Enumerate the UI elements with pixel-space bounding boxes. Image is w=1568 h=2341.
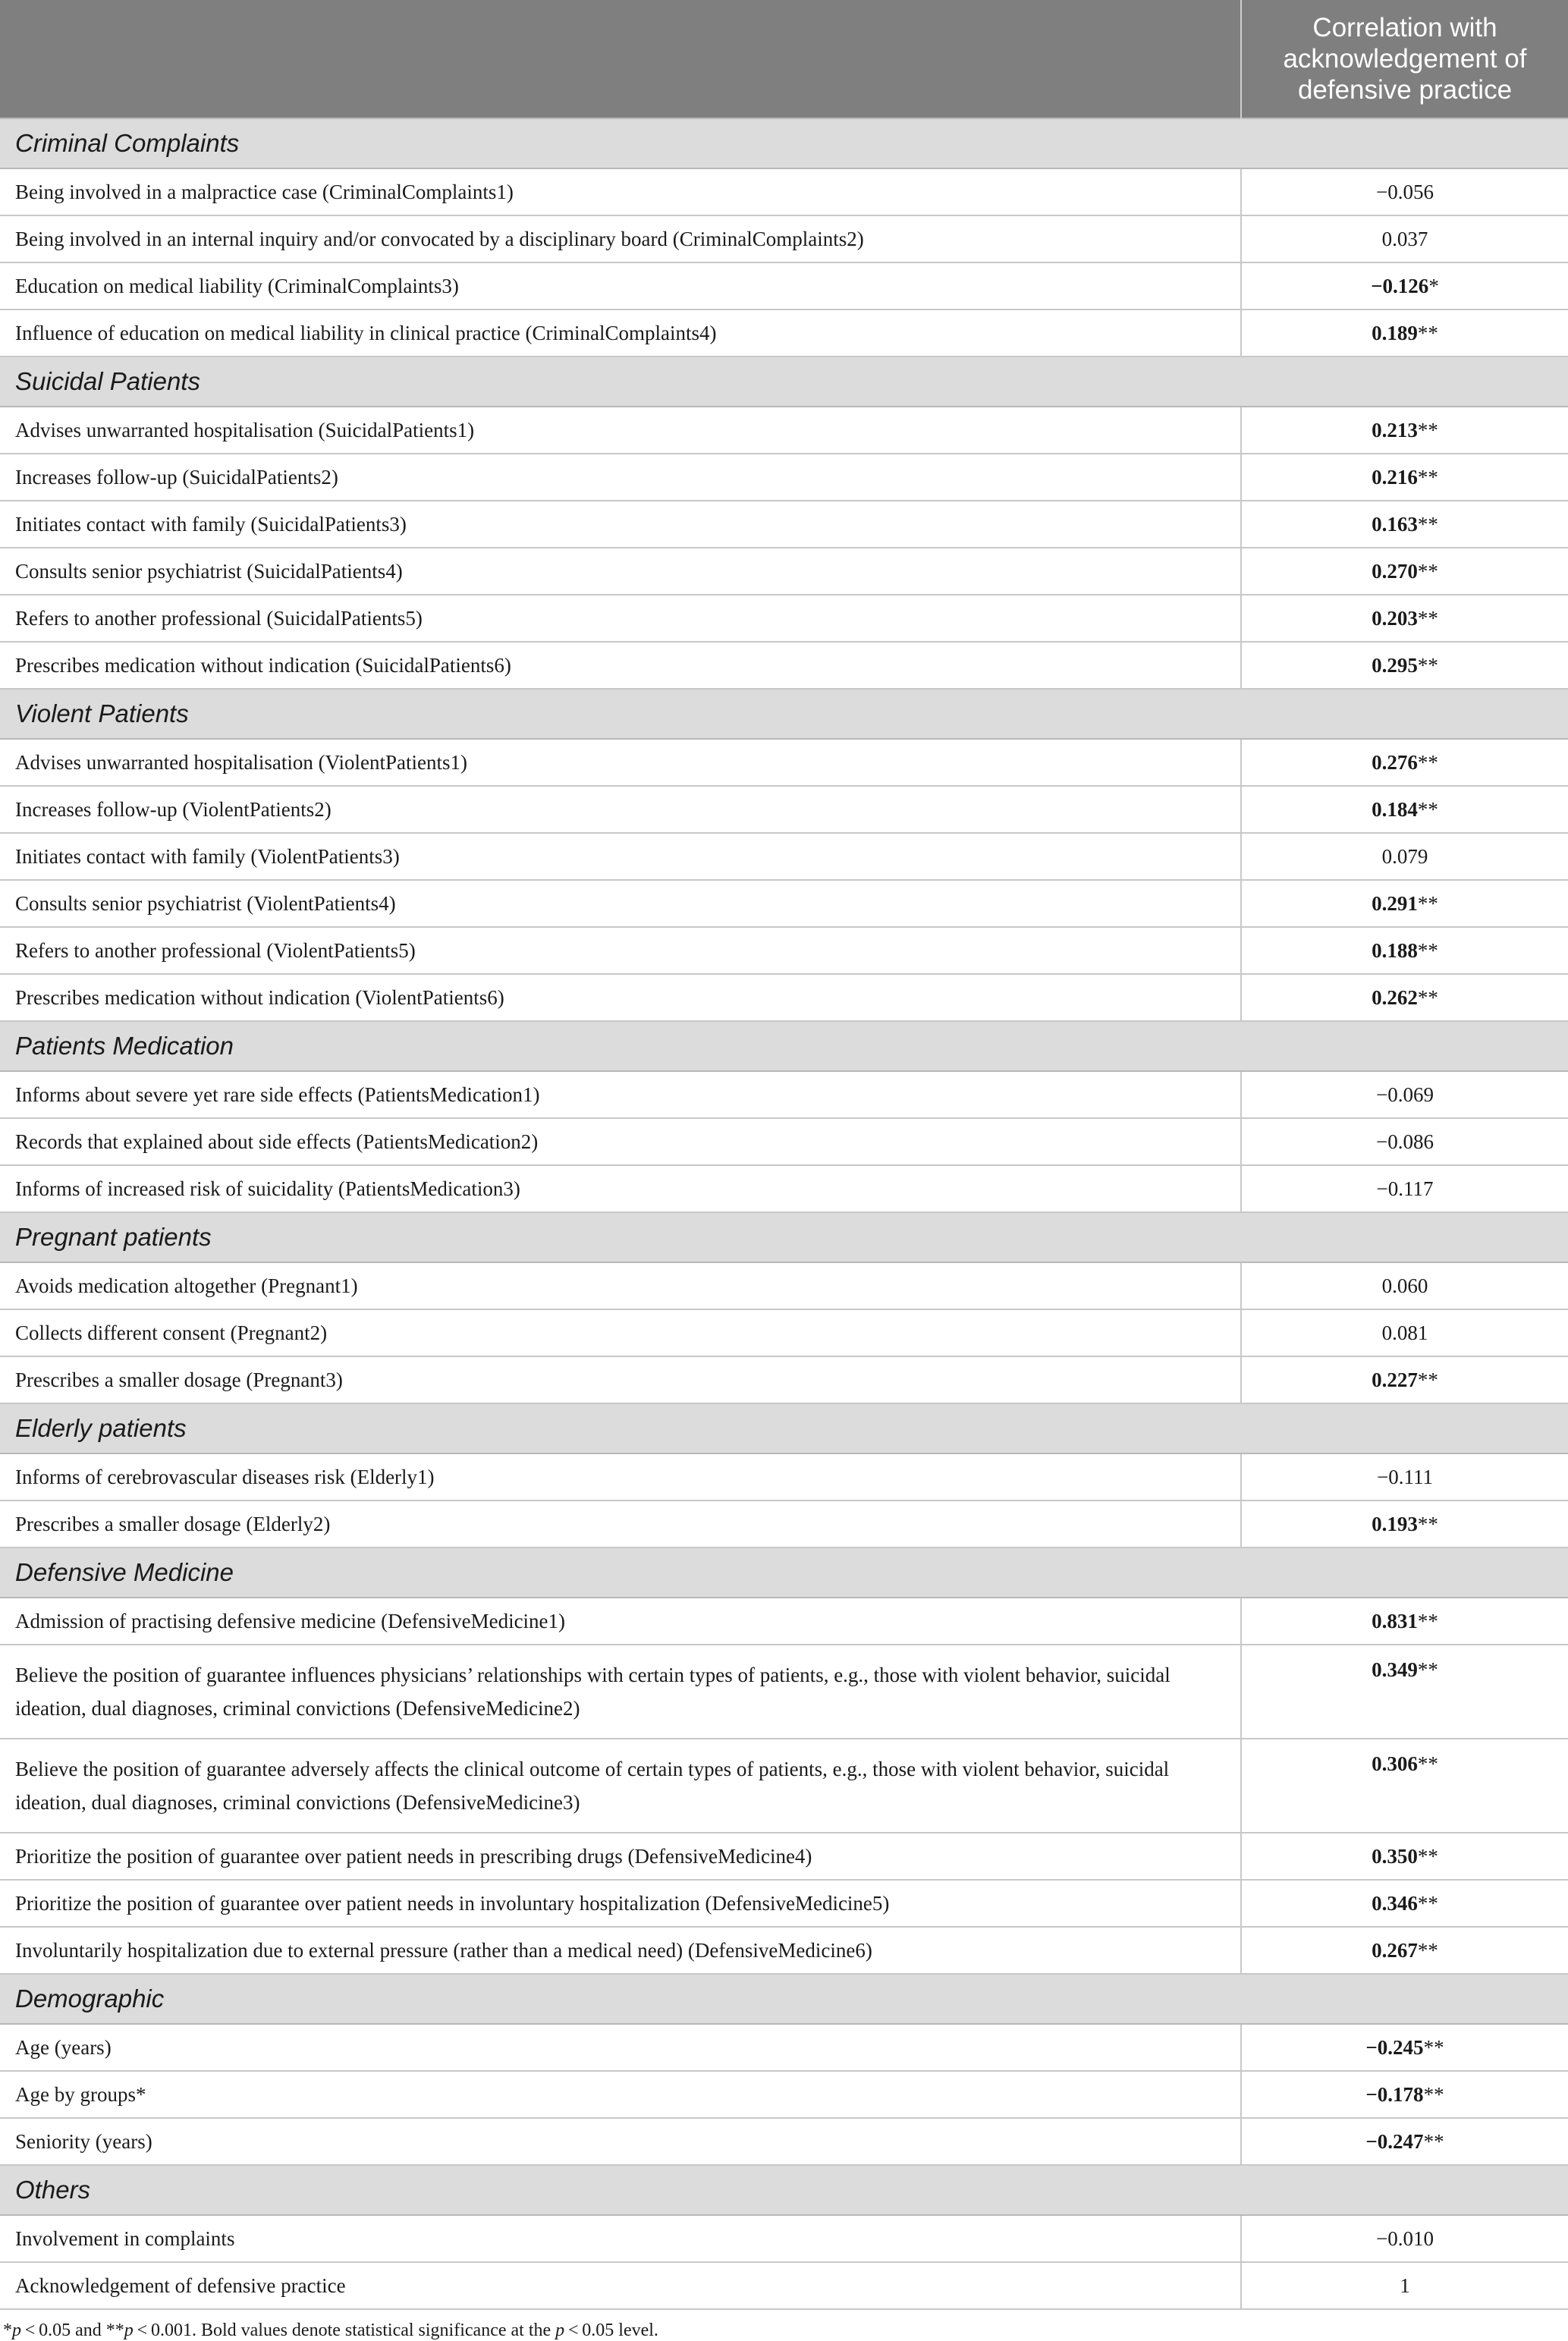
footnote-text: * xyxy=(3,2321,12,2340)
significance-marker: ** xyxy=(1417,751,1438,774)
table-row xyxy=(0,1645,1568,1739)
table-header-row xyxy=(0,0,1568,118)
row-value-cell xyxy=(1241,1118,1568,1165)
table-row xyxy=(0,1833,1568,1880)
significance-marker: ** xyxy=(1417,798,1438,821)
significance-marker: ** xyxy=(1417,1845,1438,1868)
significance-marker: ** xyxy=(1423,2130,1444,2153)
section-title: Pregnant patients xyxy=(0,1212,1568,1262)
significance-marker: ** xyxy=(1417,607,1438,630)
correlation-value: 0.267 xyxy=(1372,1939,1418,1962)
row-value-cell xyxy=(1241,1165,1568,1212)
correlation-value: −0.117 xyxy=(1376,1177,1434,1200)
row-label: Acknowledgement of defensive practice xyxy=(0,2262,1241,2309)
significance-marker: ** xyxy=(1417,1658,1438,1681)
row-value-cell xyxy=(1241,501,1568,548)
table-row xyxy=(0,1356,1568,1403)
significance-marker: ** xyxy=(1423,2036,1444,2059)
row-value-cell xyxy=(1241,927,1568,974)
row-label: Involvement in complaints xyxy=(0,2215,1241,2262)
table-row xyxy=(0,215,1568,262)
table-row xyxy=(0,1165,1568,1212)
row-label: Influence of education on medical liability in clinical practice (CriminalComplaints4) xyxy=(0,310,1241,357)
correlation-value: −0.069 xyxy=(1376,1083,1434,1106)
correlation-value: 0.188 xyxy=(1372,939,1418,962)
row-value-cell xyxy=(1241,407,1568,454)
correlation-value: 0.346 xyxy=(1372,1892,1418,1915)
footnote-text: < 0.05 and ** xyxy=(21,2321,124,2340)
table-row xyxy=(0,2215,1568,2262)
row-label: Informs of cerebrovascular diseases risk (Elderly1) xyxy=(0,1453,1241,1500)
row-label: Advises unwarranted hospitalisation (SuicidalPatients1) xyxy=(0,407,1241,454)
row-label: Records that explained about side effects (PatientsMedication2) xyxy=(0,1118,1241,1165)
row-label: Advises unwarranted hospitalisation (ViolentPatients1) xyxy=(0,739,1241,786)
row-value-cell xyxy=(1241,2071,1568,2118)
significance-marker: ** xyxy=(1417,1939,1438,1962)
correlation-value: 0.079 xyxy=(1381,845,1428,868)
row-value-cell xyxy=(1241,786,1568,833)
correlation-value: 0.350 xyxy=(1372,1845,1418,1868)
row-value-cell xyxy=(1241,739,1568,786)
row-value-cell xyxy=(1241,454,1568,501)
correlation-value: 0.163 xyxy=(1372,513,1418,536)
significance-marker: ** xyxy=(1417,1610,1438,1632)
significance-marker: ** xyxy=(1417,939,1438,962)
section-header-row xyxy=(0,1974,1568,2024)
row-label: Believe the position of guarantee influences physicians’ relationships with certain types of patients, e.g., those with violent behavior, suicidal ideation, dual diagnoses, criminal convictions (DefensiveMedicine2) xyxy=(0,1645,1241,1739)
row-value-cell xyxy=(1241,1880,1568,1927)
row-label: Prescribes medication without indication (SuicidalPatients6) xyxy=(0,642,1241,689)
row-label: Prescribes a smaller dosage (Elderly2) xyxy=(0,1500,1241,1548)
table-row xyxy=(0,642,1568,689)
table-body xyxy=(0,118,1568,2309)
correlation-value: 0.037 xyxy=(1381,228,1428,250)
correlation-value: 0.262 xyxy=(1372,986,1418,1009)
row-value-cell xyxy=(1241,833,1568,880)
table-row xyxy=(0,1927,1568,1974)
row-label: Consults senior psychiatrist (ViolentPatients4) xyxy=(0,880,1241,927)
correlation-value: 0.306 xyxy=(1372,1752,1418,1775)
row-label: Refers to another professional (SuicidalPatients5) xyxy=(0,595,1241,642)
correlation-value: 0.081 xyxy=(1381,1321,1428,1344)
table-row xyxy=(0,1118,1568,1165)
row-label: Initiates contact with family (SuicidalPatients3) xyxy=(0,501,1241,548)
row-value-cell xyxy=(1241,2262,1568,2309)
row-value-cell xyxy=(1241,642,1568,689)
table-row xyxy=(0,2024,1568,2071)
row-value-cell xyxy=(1241,215,1568,262)
table-row xyxy=(0,1071,1568,1118)
table-row xyxy=(0,2262,1568,2309)
section-header-row xyxy=(0,118,1568,168)
row-label: Age by groups* xyxy=(0,2071,1241,2118)
table-row xyxy=(0,2118,1568,2165)
row-value-cell xyxy=(1241,2215,1568,2262)
correlation-value: −0.111 xyxy=(1377,1466,1433,1488)
table-row xyxy=(0,454,1568,501)
correlation-value: 0.227 xyxy=(1372,1368,1418,1391)
correlation-value: −0.126 xyxy=(1371,275,1429,297)
footnote-p: p xyxy=(555,2321,565,2340)
row-value-cell xyxy=(1241,1645,1568,1739)
correlation-value: 0.060 xyxy=(1381,1274,1428,1297)
table-row xyxy=(0,974,1568,1021)
table-row xyxy=(0,1598,1568,1645)
row-label: Involuntarily hospitalization due to external pressure (rather than a medical need) (DefensiveMedicine6) xyxy=(0,1927,1241,1974)
significance-marker: ** xyxy=(1417,892,1438,915)
row-value-cell xyxy=(1241,1262,1568,1309)
correlation-value: 1 xyxy=(1400,2274,1410,2297)
significance-marker: ** xyxy=(1417,419,1438,441)
table-row xyxy=(0,833,1568,880)
table-row xyxy=(0,1262,1568,1309)
table-row xyxy=(0,407,1568,454)
row-value-cell xyxy=(1241,1598,1568,1645)
correlation-value: 0.270 xyxy=(1372,560,1418,583)
row-value-cell xyxy=(1241,1500,1568,1548)
footnote-text: < 0.001. Bold values denote statistical significance at the xyxy=(133,2321,556,2340)
significance-marker: ** xyxy=(1417,322,1438,344)
header-correlation: Correlation with acknowledgement of defensive practice xyxy=(1241,0,1568,118)
correlation-value: −0.086 xyxy=(1376,1130,1434,1153)
section-title: Patients Medication xyxy=(0,1021,1568,1071)
significance-marker: ** xyxy=(1417,1368,1438,1391)
row-value-cell xyxy=(1241,880,1568,927)
correlation-value: 0.216 xyxy=(1372,466,1418,489)
significance-marker: * xyxy=(1428,275,1439,297)
correlation-value: 0.189 xyxy=(1372,322,1418,344)
row-label: Believe the position of guarantee adversely affects the clinical outcome of certain types of patients, e.g., those with violent behavior, suicidal ideation, dual diagnoses, criminal convictions (DefensiveMedicine3) xyxy=(0,1739,1241,1833)
table-row xyxy=(0,739,1568,786)
row-label: Increases follow-up (SuicidalPatients2) xyxy=(0,454,1241,501)
table-row xyxy=(0,1453,1568,1500)
section-title: Violent Patients xyxy=(0,689,1568,739)
row-value-cell xyxy=(1241,168,1568,215)
row-value-cell xyxy=(1241,1071,1568,1118)
row-value-cell xyxy=(1241,1309,1568,1356)
correlation-value: 0.276 xyxy=(1372,751,1418,774)
correlation-value: −0.247 xyxy=(1365,2130,1424,2153)
row-label: Informs about severe yet rare side effects (PatientsMedication1) xyxy=(0,1071,1241,1118)
section-title: Elderly patients xyxy=(0,1403,1568,1453)
table-row xyxy=(0,310,1568,357)
section-title: Defensive Medicine xyxy=(0,1548,1568,1598)
table-row xyxy=(0,262,1568,310)
row-value-cell xyxy=(1241,1453,1568,1500)
row-label: Prescribes a smaller dosage (Pregnant3) xyxy=(0,1356,1241,1403)
row-value-cell xyxy=(1241,310,1568,357)
table-row xyxy=(0,927,1568,974)
table-row xyxy=(0,501,1568,548)
significance-marker: ** xyxy=(1417,513,1438,536)
row-label: Informs of increased risk of suicidality (PatientsMedication3) xyxy=(0,1165,1241,1212)
significance-marker: ** xyxy=(1417,654,1438,677)
row-label: Education on medical liability (CriminalComplaints3) xyxy=(0,262,1241,310)
section-title: Suicidal Patients xyxy=(0,357,1568,407)
correlation-value: −0.010 xyxy=(1376,2227,1434,2250)
row-label: Seniority (years) xyxy=(0,2118,1241,2165)
row-value-cell xyxy=(1241,1833,1568,1880)
table-row xyxy=(0,168,1568,215)
header-variable xyxy=(0,0,1241,118)
correlation-value: 0.291 xyxy=(1372,892,1418,915)
row-label: Consults senior psychiatrist (SuicidalPatients4) xyxy=(0,548,1241,595)
correlation-value: 0.193 xyxy=(1372,1513,1418,1535)
row-label: Increases follow-up (ViolentPatients2) xyxy=(0,786,1241,833)
row-label: Refers to another professional (ViolentPatients5) xyxy=(0,927,1241,974)
row-value-cell xyxy=(1241,262,1568,310)
table-row xyxy=(0,2071,1568,2118)
table-row xyxy=(0,1500,1568,1548)
row-label: Age (years) xyxy=(0,2024,1241,2071)
correlation-value: 0.203 xyxy=(1372,607,1418,630)
table-row xyxy=(0,786,1568,833)
section-header-row xyxy=(0,1548,1568,1598)
table-row xyxy=(0,595,1568,642)
row-label: Initiates contact with family (ViolentPatients3) xyxy=(0,833,1241,880)
significance-marker: ** xyxy=(1423,2083,1444,2106)
section-header-row xyxy=(0,2165,1568,2215)
significance-marker: ** xyxy=(1417,560,1438,583)
correlation-value: 0.295 xyxy=(1372,654,1418,677)
correlation-value: 0.213 xyxy=(1372,419,1418,441)
table-row xyxy=(0,880,1568,927)
footnote-text: < 0.05 level. xyxy=(564,2321,658,2340)
section-header-row xyxy=(0,689,1568,739)
section-title: Demographic xyxy=(0,1974,1568,2024)
row-value-cell xyxy=(1241,2024,1568,2071)
correlation-value: 0.831 xyxy=(1372,1610,1418,1632)
table-row xyxy=(0,1309,1568,1356)
section-header-row xyxy=(0,1021,1568,1071)
footnote-p: p xyxy=(12,2321,21,2340)
row-label: Avoids medication altogether (Pregnant1) xyxy=(0,1262,1241,1309)
correlation-value: 0.349 xyxy=(1372,1658,1418,1681)
significance-marker: ** xyxy=(1417,466,1438,489)
correlation-value: −0.245 xyxy=(1365,2036,1424,2059)
table-row xyxy=(0,548,1568,595)
row-value-cell xyxy=(1241,1927,1568,1974)
significance-marker: ** xyxy=(1417,1752,1438,1775)
footnote-p: p xyxy=(124,2321,134,2340)
section-header-row xyxy=(0,1212,1568,1262)
row-label: Prioritize the position of guarantee over patient needs in involuntary hospitalization (DefensiveMedicine5) xyxy=(0,1880,1241,1927)
significance-marker: ** xyxy=(1417,1892,1438,1915)
row-label: Admission of practising defensive medicine (DefensiveMedicine1) xyxy=(0,1598,1241,1645)
row-value-cell xyxy=(1241,974,1568,1021)
correlation-value: −0.056 xyxy=(1376,181,1434,203)
table-row xyxy=(0,1739,1568,1833)
row-value-cell xyxy=(1241,548,1568,595)
section-title: Others xyxy=(0,2165,1568,2215)
table-row xyxy=(0,1880,1568,1927)
row-label: Collects different consent (Pregnant2) xyxy=(0,1309,1241,1356)
row-value-cell xyxy=(1241,1356,1568,1403)
row-label: Prescribes medication without indication (ViolentPatients6) xyxy=(0,974,1241,1021)
significance-marker: ** xyxy=(1417,986,1438,1009)
significance-marker: ** xyxy=(1417,1513,1438,1535)
row-label: Prioritize the position of guarantee over patient needs in prescribing drugs (DefensiveMedicine4) xyxy=(0,1833,1241,1880)
table-footnote xyxy=(0,2310,1568,2341)
row-value-cell xyxy=(1241,2118,1568,2165)
row-label: Being involved in a malpractice case (CriminalComplaints1) xyxy=(0,168,1241,215)
row-value-cell xyxy=(1241,1739,1568,1833)
section-title: Criminal Complaints xyxy=(0,118,1568,168)
row-value-cell xyxy=(1241,595,1568,642)
correlation-value: 0.184 xyxy=(1372,798,1418,821)
section-header-row xyxy=(0,357,1568,407)
correlation-value: −0.178 xyxy=(1365,2083,1424,2106)
section-header-row xyxy=(0,1403,1568,1453)
row-label: Being involved in an internal inquiry and/or convocated by a disciplinary board (CriminalComplaints2) xyxy=(0,215,1241,262)
